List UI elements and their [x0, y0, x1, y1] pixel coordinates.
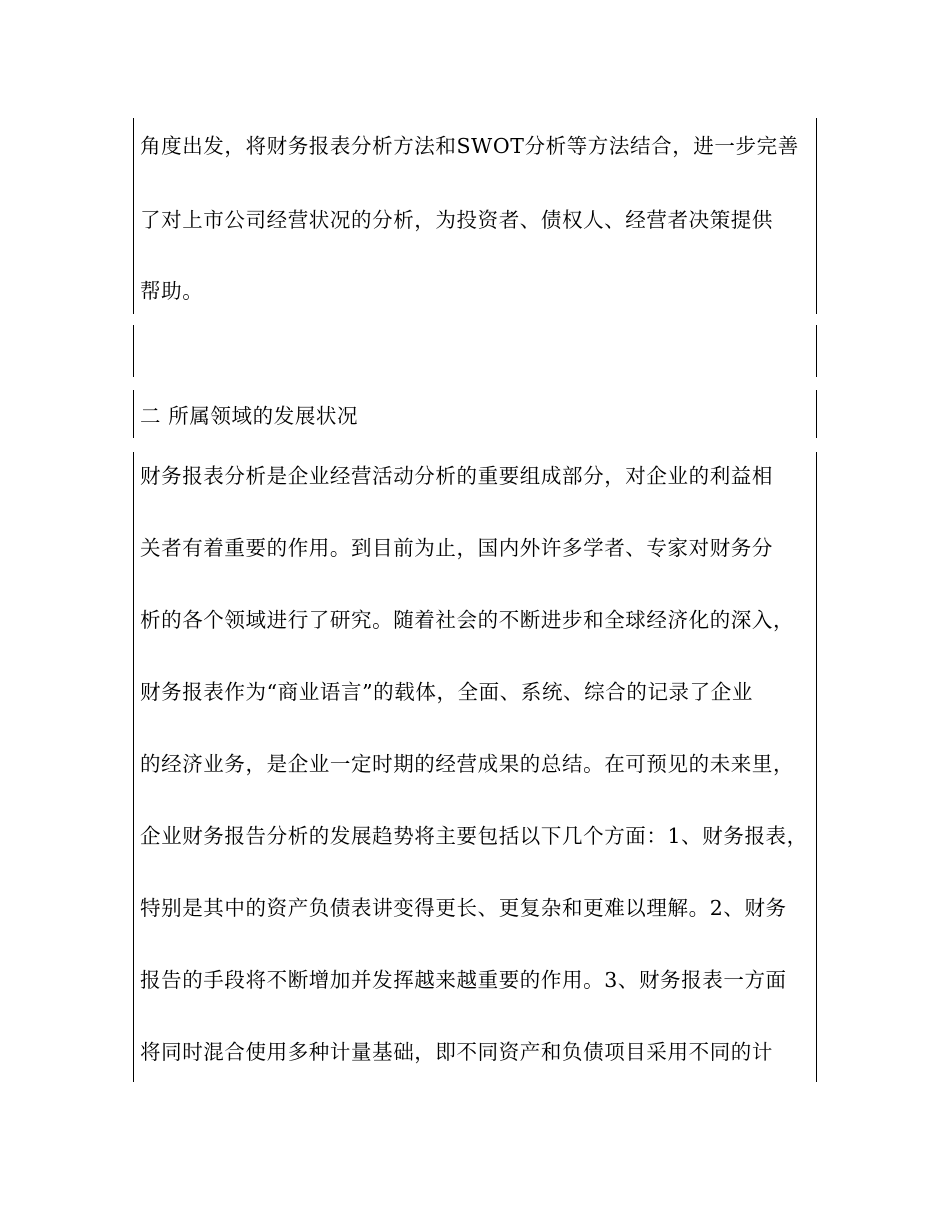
text-line: 财务报表分析是企业经营活动分析的重要组成部分，对企业的利益相 [140, 464, 773, 488]
text-line: 报告的手段将不断增加并发挥越来越重要的作用。3、财务报表一方面 [140, 968, 787, 992]
text-block-development-status [133, 452, 817, 1082]
section-heading: 二 所属领域的发展状况 [140, 404, 359, 428]
text-line: 帮助。 [140, 279, 204, 303]
text-line: 析的各个领域进行了研究。随着社会的不断进步和全球经济化的深入， [140, 608, 795, 632]
text-block-intro-continuation [133, 118, 817, 314]
text-line: 财务报表作为“商业语言”的载体，全面、系统、综合的记录了企业 [140, 680, 753, 704]
text-line: 企业财务报告分析的发展趋势将主要包括以下几个方面：1、财务报表， [140, 824, 808, 848]
text-line: 了对上市公司经营状况的分析，为投资者、债权人、经营者决策提供 [140, 208, 773, 232]
section-heading-block [133, 390, 817, 438]
text-line: 角度出发，将财务报表分析方法和SWOT分析等方法结合，进一步完善 [140, 134, 799, 158]
text-line: 的经济业务，是企业一定时期的经营成果的总结。在可预见的未来里， [140, 752, 795, 776]
text-line: 特别是其中的资产负债表讲变得更长、更复杂和更难以理解。2、财务 [140, 896, 787, 920]
text-line: 将同时混合使用多种计量基础，即不同资产和负债项目采用不同的计 [140, 1040, 773, 1064]
text-line: 关者有着重要的作用。到目前为止，国内外许多学者、专家对财务分 [140, 536, 773, 560]
empty-block [133, 325, 817, 377]
